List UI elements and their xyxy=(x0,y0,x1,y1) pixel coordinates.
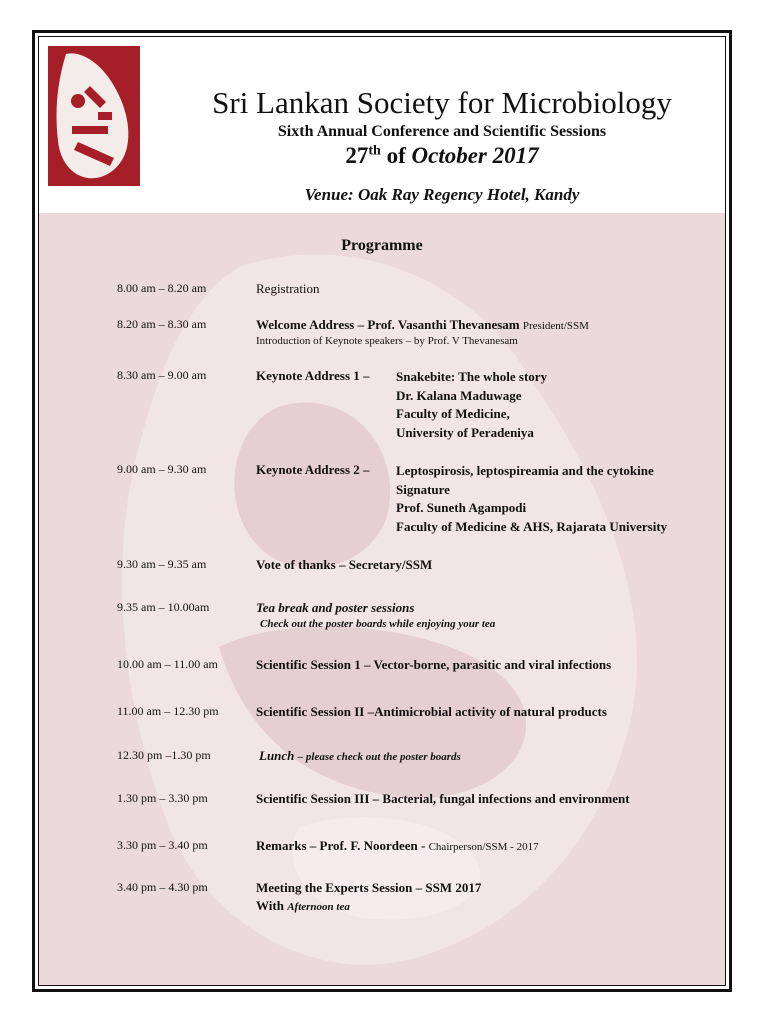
programme-note: Introduction of Keynote speakers – by Prof. V Thevanesam xyxy=(256,335,518,347)
keynote-affiliation: Faculty of Medicine, xyxy=(396,406,510,421)
programme-title: Lunch xyxy=(259,748,295,763)
programme-heading: Programme xyxy=(341,237,423,254)
programme-title-suffix: Chairperson/SSM - 2017 xyxy=(428,841,539,853)
keynote-topic: Snakebite: The whole story xyxy=(396,369,548,384)
programme-line2-bold: With xyxy=(256,898,284,913)
page-border-inner xyxy=(38,36,726,986)
date-day: 27 xyxy=(345,143,369,168)
programme-event xyxy=(256,600,495,630)
programme-title: Scientific Session II –Antimicrobial activity of natural products xyxy=(256,704,607,719)
programme-time: 8.20 am – 8.30 am xyxy=(117,317,207,331)
programme-line2-italic: Afternoon tea xyxy=(287,901,350,913)
keynote-details xyxy=(396,462,667,536)
programme-time: 9.30 am – 9.35 am xyxy=(117,557,207,571)
date-of: of xyxy=(386,143,406,168)
venue: Venue: Oak Ray Regency Hotel, Kandy xyxy=(304,185,580,204)
keynote-speaker: Prof. Suneth Agampodi xyxy=(396,500,527,515)
programme-time: 9.35 am – 10.00am xyxy=(117,600,210,614)
programme-time: 1.30 pm – 3.30 pm xyxy=(117,791,208,805)
keynote-affiliation: Faculty of Medicine & AHS, Rajarata University xyxy=(396,518,668,534)
programme-title: Keynote Address 2 – xyxy=(256,462,370,477)
programme-title: Tea break and poster sessions xyxy=(256,600,415,615)
programme-time: 11.00 am – 12.30 pm xyxy=(117,704,219,718)
programme-title: Remarks – Prof. F. Noordeen - xyxy=(256,838,426,853)
programme-time: 10.00 am – 11.00 am xyxy=(117,657,218,671)
programme-title: Scientific Session III – Bacterial, fungal infections and environment xyxy=(256,791,630,806)
programme-time: 3.30 pm – 3.40 pm xyxy=(117,838,208,852)
keynote-affiliation: University of Peradeniya xyxy=(396,424,534,440)
date-suffix: th xyxy=(368,143,381,159)
programme-title: Vote of thanks – Secretary/SSM xyxy=(256,557,433,572)
programme-time: 8.30 am – 9.00 am xyxy=(117,368,207,382)
programme-event xyxy=(256,880,481,914)
programme-note: Check out the poster boards while enjoying your tea xyxy=(260,618,496,630)
programme-event xyxy=(256,838,539,854)
keynote-topic: Signature xyxy=(396,481,450,497)
programme-time: 9.00 am – 9.30 am xyxy=(117,462,207,476)
conference-date xyxy=(39,143,725,169)
programme-title: Registration xyxy=(256,281,320,296)
programme-title-suffix: – please check out the poster boards xyxy=(297,751,461,763)
programme-title: Meeting the Experts Session – SSM 2017 xyxy=(256,880,482,895)
programme-title: Scientific Session 1 – Vector-borne, parasitic and viral infections xyxy=(256,657,612,672)
society-title: Sri Lankan Society for Microbiology xyxy=(212,85,672,120)
programme-event xyxy=(256,317,589,347)
keynote-topic: Leptospirosis, leptospireamia and the cytokine xyxy=(396,463,654,478)
keynote-speaker: Dr. Kalana Maduwage xyxy=(396,387,522,403)
conference-subtitle: Sixth Annual Conference and Scientific Sessions xyxy=(277,123,607,140)
programme-time: 3.40 pm – 4.30 pm xyxy=(117,880,208,894)
programme-title: Keynote Address 1 – xyxy=(256,368,370,383)
programme-time: 12.30 pm –1.30 pm xyxy=(117,748,211,762)
programme-line2 xyxy=(256,898,481,914)
date-month-year: October 2017 xyxy=(411,143,539,168)
keynote-details xyxy=(396,368,547,442)
programme-event xyxy=(259,748,461,764)
programme-title-suffix: President/SSM xyxy=(522,320,589,332)
programme-time: 8.00 am – 8.20 am xyxy=(117,281,207,295)
programme-title: Welcome Address – Prof. Vasanthi Thevanesam xyxy=(256,317,520,332)
